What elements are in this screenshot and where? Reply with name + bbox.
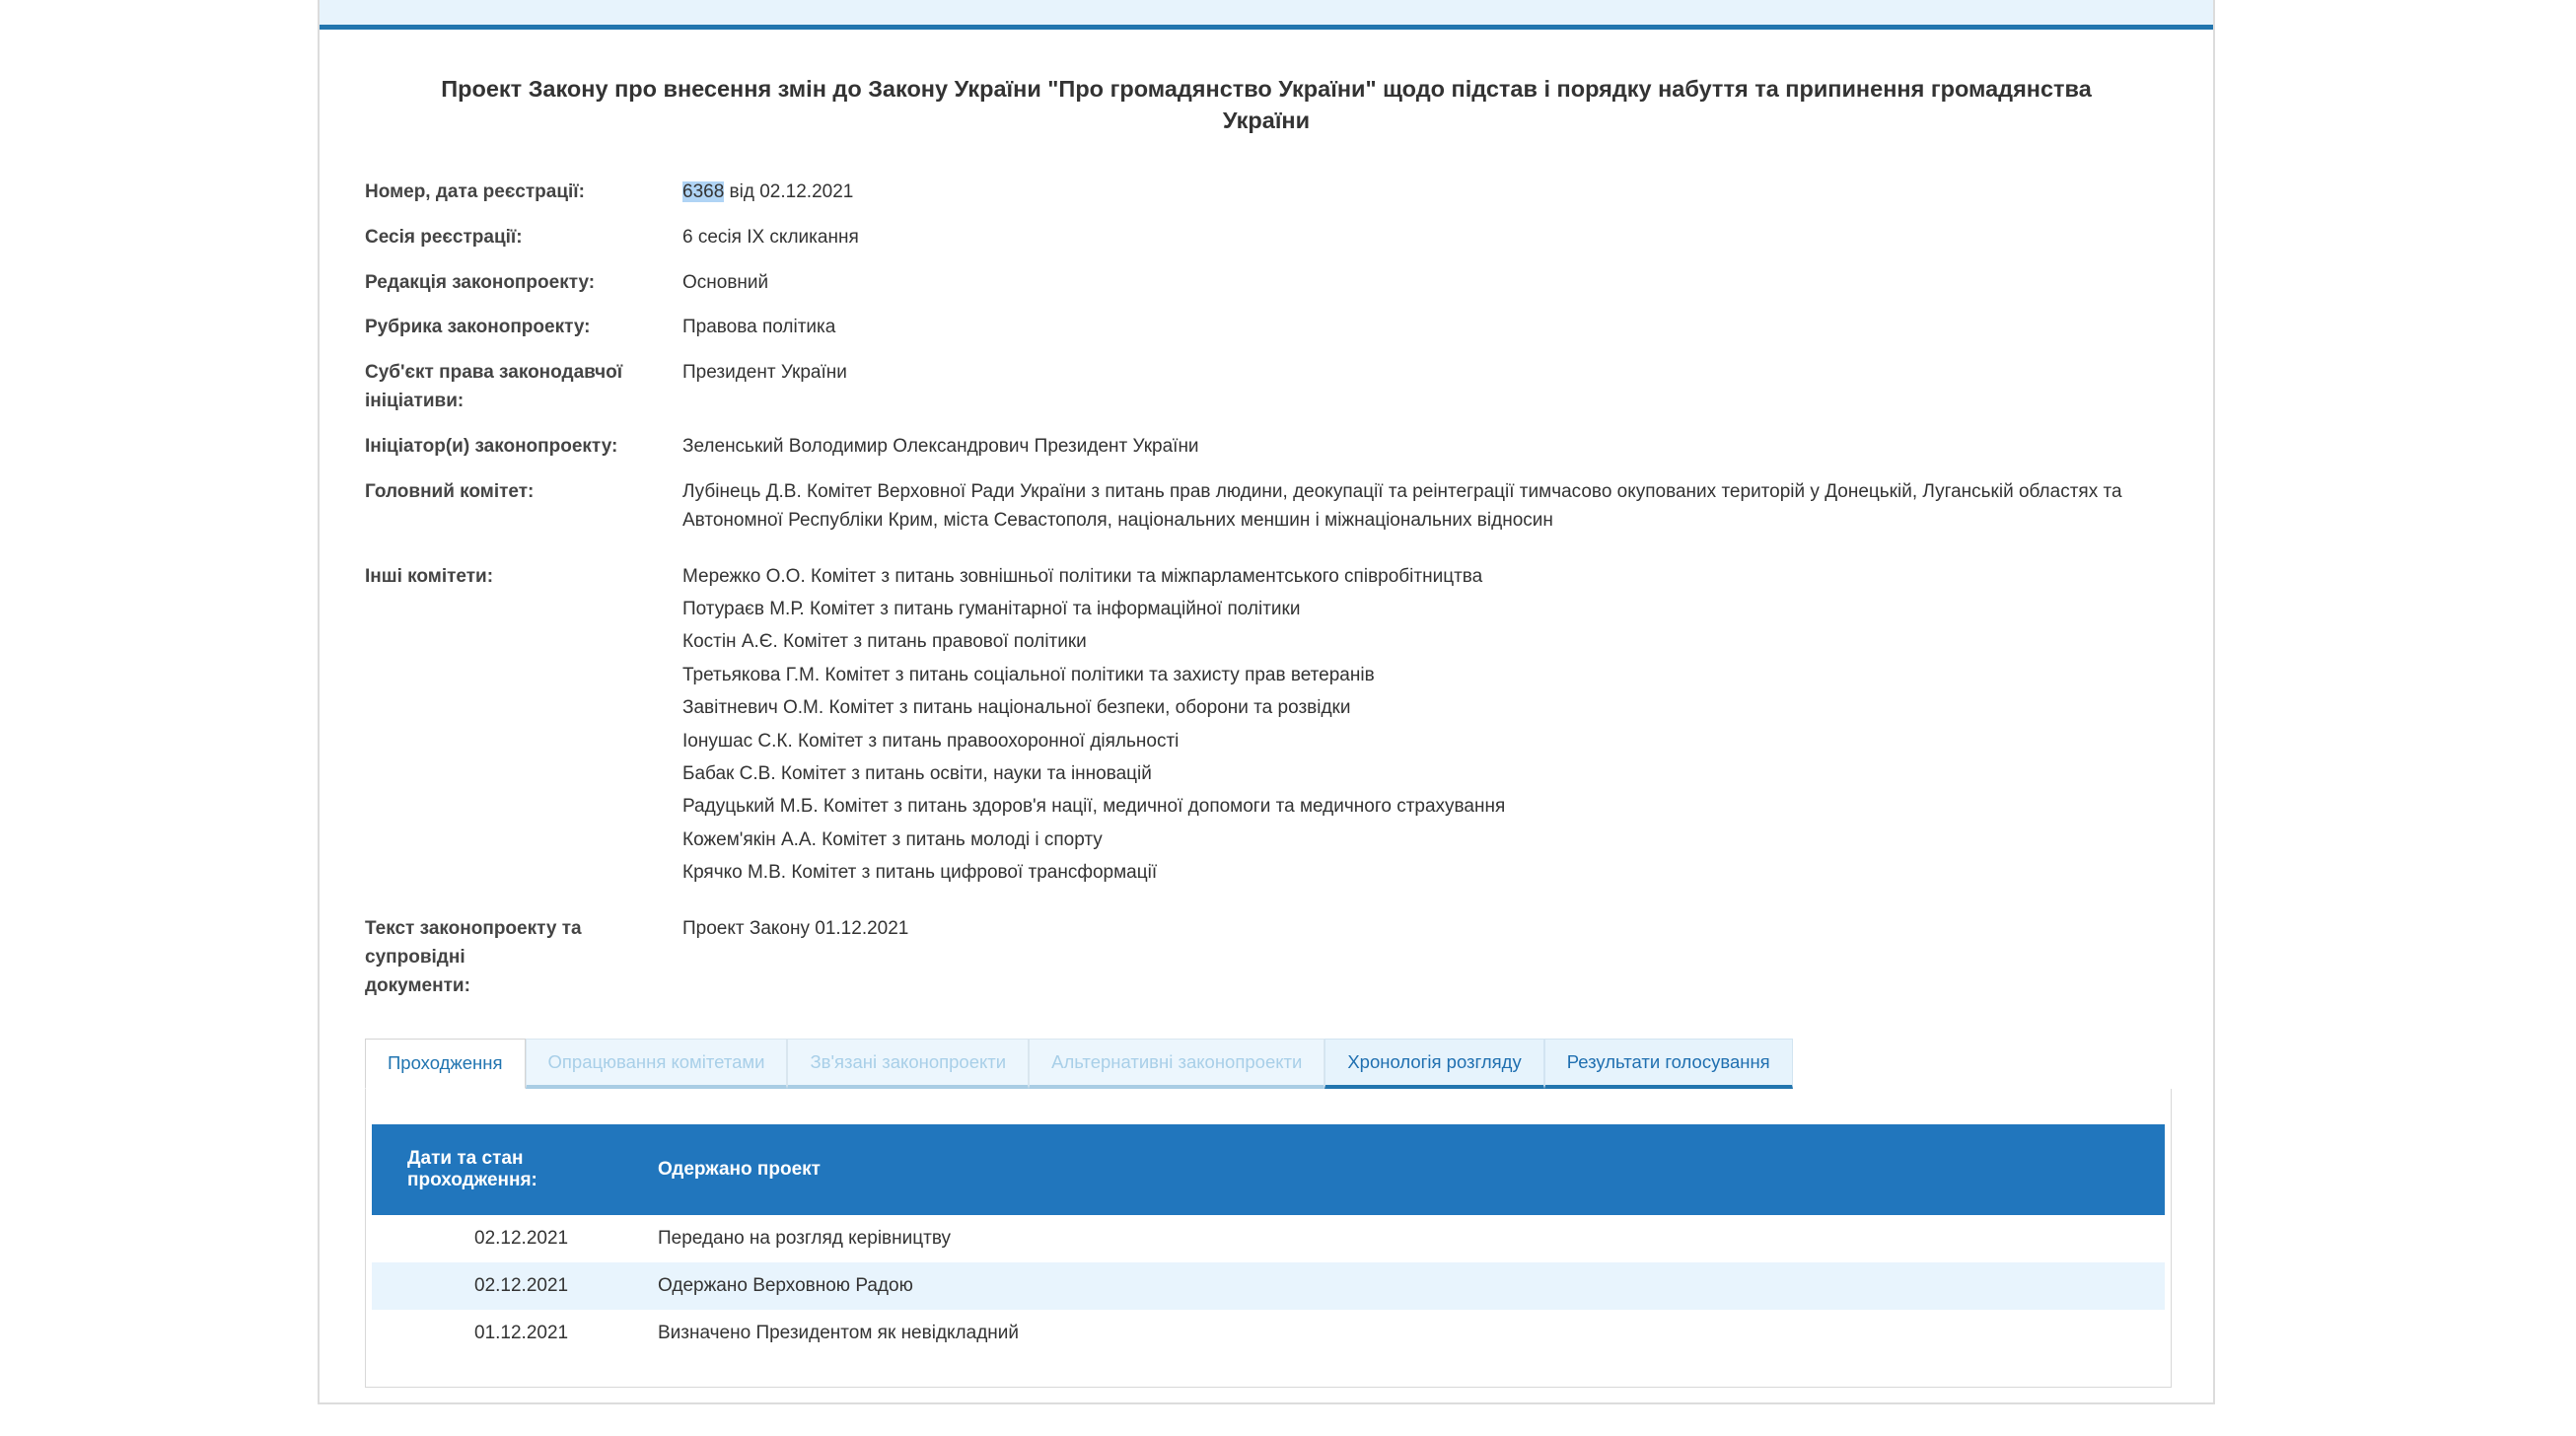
passage-table-body [372, 1215, 2165, 1357]
field-value: Президент України [682, 362, 847, 384]
cell-status: Визначено Президентом як невідкладний [658, 1322, 1020, 1343]
cell-status: Передано на розгляд керівництву [658, 1227, 951, 1249]
page-top-band [320, 0, 2213, 30]
field-value: 6 сесія IX скликання [682, 226, 859, 248]
document-page [318, 0, 2215, 1404]
field-label: Редакція законопроекту: [365, 271, 596, 293]
tab-passage[interactable]: Проходження [365, 1039, 526, 1089]
tab-alternative-bills[interactable]: Альтернативні законопроекти [1029, 1039, 1324, 1089]
document-body [320, 73, 2213, 1388]
field-row-session [365, 224, 2189, 252]
field-value [682, 179, 2189, 207]
page-title: Проект Закону про внесення змін до Закону України "Про громадянство України" щодо підстав і порядку набуття та припинення громадянства України [441, 76, 2092, 134]
list-item: Крячко М.В. Комітет з питань цифрової трансформації [682, 862, 1158, 884]
registration-date: від 02.12.2021 [724, 180, 854, 202]
tabs-section [365, 1039, 2172, 1388]
field-value: Основний [682, 271, 769, 293]
list-item: Бабак С.В. Комітет з питань освіти, науки та інновацій [682, 762, 1152, 784]
list-item: Потураєв М.Р. Комітет з питань гуманітарної та інформаційної політики [682, 599, 1301, 620]
field-label: Суб'єкт права законодавчої ініціативи: [365, 362, 623, 412]
list-item: Завітневич О.М. Комітет з питань національної безпеки, оборони та розвідки [682, 697, 1351, 719]
field-label: Сесія реєстрації: [365, 226, 523, 248]
tab-committee-processing[interactable]: Опрацювання комітетами [526, 1039, 788, 1089]
table-row [372, 1262, 2165, 1310]
cell-date: 01.12.2021 [474, 1322, 569, 1343]
list-item: Третьякова Г.М. Комітет з питань соціальної політики та захисту прав ветеранів [682, 664, 1375, 685]
cell-date: 02.12.2021 [474, 1274, 569, 1296]
field-row-edition [365, 269, 2189, 298]
passage-table [372, 1124, 2165, 1357]
table-row [372, 1310, 2165, 1357]
tab-strip [365, 1039, 2172, 1090]
field-row-registration-number [365, 179, 2189, 207]
bill-text-link[interactable]: Проект Закону 01.12.2021 [682, 917, 909, 939]
field-row-initiators [365, 433, 2189, 462]
tab-voting-results[interactable]: Результати голосування [1544, 1039, 1793, 1089]
field-row-other-committees [365, 563, 2189, 888]
bill-details-list [365, 179, 2189, 1001]
field-label-line-2: документи: [365, 974, 470, 996]
list-item: Радуцький М.Б. Комітет з питань здоров'я нації, медичної допомоги та медичного страхування [682, 796, 1506, 818]
field-row-bill-text-documents [365, 915, 2189, 1001]
field-label: Рубрика законопроекту: [365, 317, 591, 338]
tab-related-bills[interactable]: Зв'язані законопроекти [787, 1039, 1029, 1089]
table-row [372, 1215, 2165, 1262]
field-label: Головний комітет: [365, 480, 535, 502]
cell-status: Одержано Верховною Радою [658, 1274, 913, 1296]
other-committees-list [682, 563, 2189, 888]
tab-panel-passage [365, 1089, 2172, 1388]
selected-bill-number: 6368 [682, 180, 725, 202]
field-label: Інші комітети: [365, 565, 494, 587]
field-label-line-1: Текст законопроекту та супровідні [365, 917, 582, 968]
field-label: Ініціатор(и) законопроекту: [365, 436, 618, 458]
column-header-status: Одержано проект [648, 1124, 2165, 1215]
field-row-initiative-subject [365, 359, 2189, 416]
column-header-date: Дати та стан проходження: [372, 1124, 648, 1215]
field-value: Лубінець Д.В. Комітет Верховної Ради України з питань прав людини, деокупації та реінтеграції тимчасово окупованих територій у Донецькій, Луганській областях та Автономної Республіки Крим, міста Севастополя, національних меншин і міжнаціональних відносин [682, 480, 2122, 531]
list-item: Іонушас С.К. Комітет з питань правоохоронної діяльності [682, 730, 1180, 752]
field-label [365, 915, 682, 1001]
list-item: Мережко О.О. Комітет з питань зовнішньої політики та міжпарламентського співробітництва [682, 565, 1483, 587]
tab-review-chronology[interactable]: Хронологія розгляду [1324, 1039, 1543, 1089]
table-header-row [372, 1124, 2165, 1215]
passage-table-head [372, 1124, 2165, 1215]
field-value: Зеленський Володимир Олександрович Президент України [682, 436, 1199, 458]
list-item: Кожем'якін А.А. Комітет з питань молоді і спорту [682, 828, 1103, 850]
field-row-rubric [365, 314, 2189, 342]
list-item: Костін А.Є. Комітет з питань правової політики [682, 631, 1087, 653]
field-value: Правова політика [682, 317, 836, 338]
field-row-main-committee [365, 478, 2189, 536]
cell-date: 02.12.2021 [474, 1227, 569, 1249]
field-label: Номер, дата реєстрації: [365, 180, 585, 202]
